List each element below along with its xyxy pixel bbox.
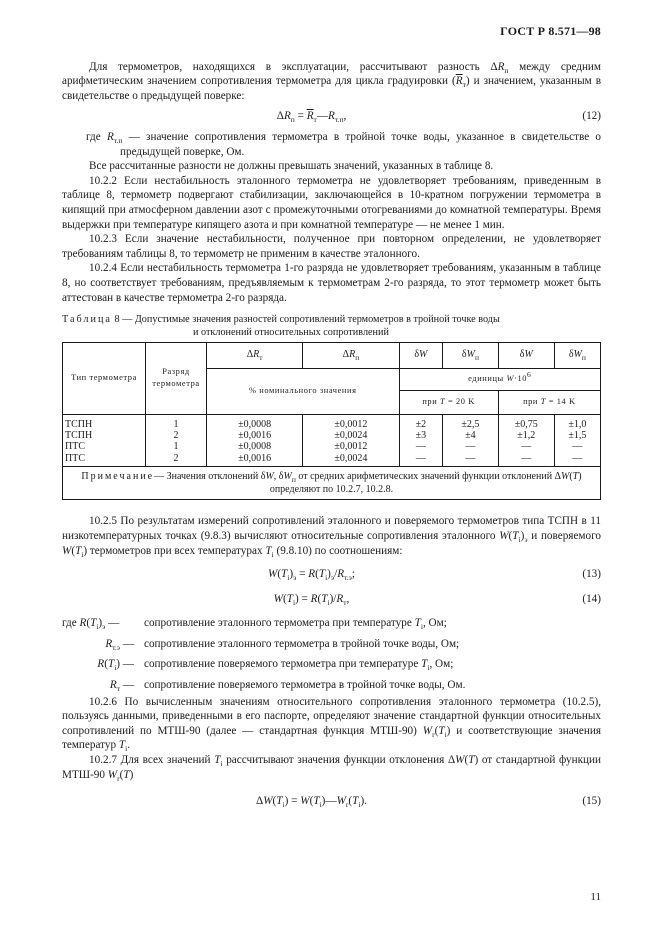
paragraph-10-2-6: 10.2.6 По вычисленным значениям относительного сопротивления эталонного термометра (10.2.5), пользуясь данными, приведенными в его паспорте, определяют значение стандартной функции относительных сопротивлений по МТШ-90 (далее — стандартная функция МТШ-90) $W_r(T_i)$ и соответствующие значения температур $T_i$. <box>62 695 602 754</box>
header-dRt: $\Delta R_т$ <box>207 342 303 368</box>
table-8 <box>62 342 601 500</box>
equation-number: (13) <box>582 568 601 581</box>
header-dWn-14: $\delta W_п$ <box>554 342 600 368</box>
table-data-rows <box>63 414 601 466</box>
where-item: $R(T_i)$ — сопротивление поверяемого термометра при температуре $T_i$, Ом; <box>97 658 454 673</box>
header-at-20k: при T = 20 K <box>399 390 498 414</box>
paragraph-10-2-4: 10.2.4 Если нестабильность термометра 1-го разряда не удовлетворяет требованиям, указанным в таблице 8, но соответствует требованиям, предъявляемым к термометрам 2-го разряда, то этот термометр может быть аттестован в качестве термометра 2-го разряда. <box>62 262 601 304</box>
header-units: единицы $W\cdot 10^6$ <box>399 368 600 390</box>
cell-dWn14: ±1,0 ±1,5 — — <box>554 414 600 466</box>
equation-14: $W(T_i) = R(T_i)/R_т$, (14) <box>273 592 601 607</box>
table-caption: Таблица 8 — Допустимые значения разностей сопротивлений термометров в тройной точке воды и отклонений относительных сопротивлений <box>62 314 500 338</box>
where-item: $R_{т.э}$ — сопротивление эталонного термометра в тройной точке воды, Ом; <box>105 637 460 652</box>
equation-number: (14) <box>582 592 601 605</box>
cell-types: ТСПН ТСПН ПТС ПТС <box>63 414 146 466</box>
equation-12: $\Delta R_п$ = $\overline{R}_т—R_{т.п}$, (12) <box>276 110 601 125</box>
equation-13: $W(T_i)_э = R(T_i)_э/R_{т.э}$; (13) <box>267 568 601 583</box>
where-clause: где $R_{т.п}$ — значение сопротивления термометра в тройной точке воды, указанное в свидетельстве о предыдущей поверке, Ом. <box>86 130 601 158</box>
header-at-14k: при T = 14 K <box>498 390 600 414</box>
paragraph-10-2-5: 10.2.5 По результатам измерений сопротивлений эталонного и поверяемого термометров типа ТСПН в 11 низкотемпературных точках (9.8.3) вычисляют относительные сопротивления эталонного $W(T_i)_э$ и поверяемого $W(T_i)$ термометров при всех температурах $T_i$ (9.8.10) по соотношениям: <box>62 515 601 559</box>
paragraph-10-2-7: 10.2.7 Для всех значений $T_i$ рассчитывают значения функции отклонения ΔW(T) от стандартной функции МТШ-90 $W_r(T)$ <box>62 754 601 783</box>
where-item: где $R(T_i)_э$ — сопротивление эталонного термометра при температуре $T_i$, Ом; <box>62 617 447 632</box>
equation-number: (15) <box>582 795 601 808</box>
table-note: Примечание— Значения отклонений δW, $\delta W_п$ от средних арифметических значений функции отклонений ΔW(T) определяют по 10.2.7, 10.2.8. <box>63 466 601 500</box>
header-rank: Разряд термометра <box>146 342 207 414</box>
equation-number: (12) <box>582 110 601 123</box>
cell-dWn20: ±2,5 ±4 — — <box>443 414 499 466</box>
paragraph: Все рассчитанные разности не должны превышать значений, указанных в таблице 8. <box>89 160 494 173</box>
page-number: 11 <box>590 891 601 903</box>
cell-ranks: 1 2 1 2 <box>146 414 207 466</box>
paragraph-intro: Для термометров, находящихся в эксплуатации, рассчитывают разность $\Delta R_п$ между средним арифметическим значением сопротивления термометра для цикла градуировки $(\overline{R}_т)$ и значением, указанным в свидетельстве о предыдущей поверке: <box>62 60 601 102</box>
equation-15: $\Delta W(T_i)$ = $W(T_i)—W_r(T_i)$. (15) <box>256 795 601 810</box>
where-item: $R_т$ — сопротивление поверяемого термометра в тройной точке воды, Ом. <box>109 679 466 694</box>
cell-dRn: ±0,0012 ±0,0024 ±0,0012 ±0,0024 <box>303 414 399 466</box>
cell-dW20: ±2 ±3 — — <box>399 414 443 466</box>
header-dW-14: δW <box>498 342 554 368</box>
header-type: Тип термометра <box>63 342 146 414</box>
header-dWn: $\delta W_п$ <box>443 342 499 368</box>
document-header: ГОСТ Р 8.571—98 <box>500 24 601 38</box>
header-dW: δW <box>399 342 443 368</box>
cell-dRt: ±0,0008 ±0,0016 ±0,0008 ±0,0016 <box>207 414 303 466</box>
cell-dW14: ±0,75 ±1,2 — — <box>498 414 554 466</box>
header-dRn: $\Delta R_п$ <box>303 342 399 368</box>
paragraph-10-2-3: 10.2.3 Если значение нестабильности, полученное при повторном определении, не удовлетворяет требованиям таблицы 8, то термометр не применим в качестве эталонного. <box>62 233 601 260</box>
header-percent: % номинального значения <box>207 368 400 414</box>
paragraph-10-2-2: 10.2.2 Если нестабильность эталонного термометра не удовлетворяет требованиям, приведенным в таблице 8, термометр подвергают стабилизации, заключающейся в 10-кратном погружении термометра в кипящий при атмосферном давлении азот с промежуточными отогреваниями до комнатной температуры. Время выдержки при температуре кипящего азота и при комнатной температуре — не менее 1 мин. <box>62 174 601 231</box>
